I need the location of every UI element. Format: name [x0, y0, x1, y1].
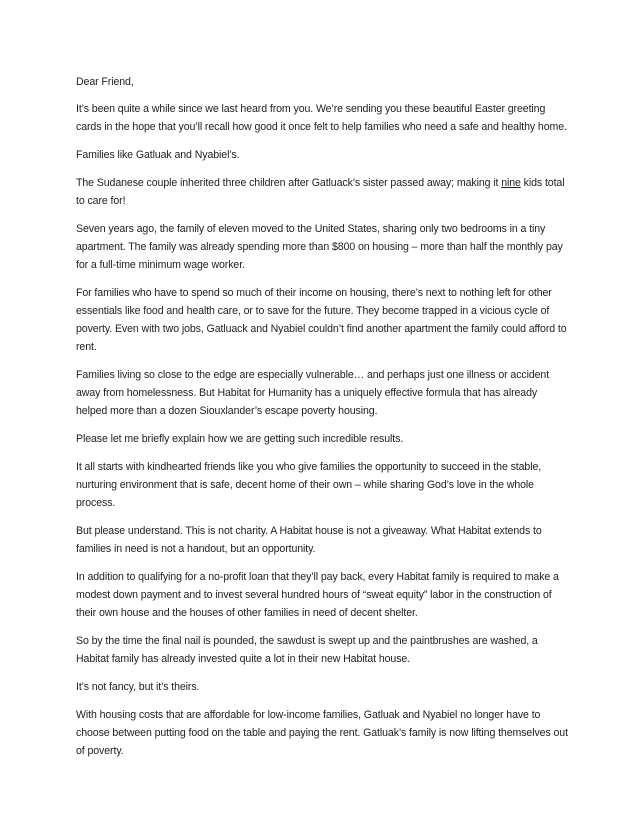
paragraph-1: It’s been quite a while since we last heard from you. We’re sending you these beautiful Easter greeting cards in the hope that you’ll recall how good it once felt to help families who need a safe and healthy home. [76, 103, 567, 133]
paragraph-6: Families living so close to the edge are especially vulnerable… and perhaps just one illness or accident away from homelessness. But Habitat for Humanity has a uniquely effective formula that has already helped more than a dozen Siouxlander’s escape poverty housing. [76, 369, 550, 417]
paragraph-3-start: The Sudanese couple inherited three children after Gatluack’s sister passed away; making it [76, 177, 502, 189]
paragraph-2: Families like Gatluak and Nyabiel’s. [76, 149, 240, 161]
paragraph-4: Seven years ago, the family of eleven moved to the United States, sharing only two bedrooms in a tiny apartment. The family was already spending more than $800 on housing – more than half the monthly pay for a full-time minimum wage worker. [76, 223, 563, 271]
paragraph-12: It’s not fancy, but it’s theirs. [76, 681, 200, 693]
paragraph-3 [76, 174, 570, 210]
paragraph-5: For families who have to spend so much of their income on housing, there’s next to nothing left for other essentials like food and health care, or to save for the future. They become trapped in a vicious cycle of poverty. Even with two jobs, Gatluack and Nyabiel couldn’t find another apartment the family could afford to rent. [76, 287, 567, 353]
paragraph-9: But please understand. This is not charity. A Habitat house is not a giveaway. What Habitat extends to families in need is not a handout, but an opportunity. [76, 525, 542, 555]
paragraph-7: Please let me briefly explain how we are getting such incredible results. [76, 433, 404, 445]
paragraph-3-end: kids total to care for! [76, 177, 565, 207]
salutation: Dear Friend, [76, 76, 134, 88]
paragraph-8: It all starts with kindhearted friends like you who give families the opportunity to succeed in the stable, nurturing environment that is safe, decent home of their own – while sharing God’s love in the whole process. [76, 461, 542, 509]
letter-body [76, 73, 570, 770]
paragraph-10: In addition to qualifying for a no-profit loan that they’ll pay back, every Habitat family is required to make a modest down payment and to invest several hundred hours of “sweat equity” labor in the construction of their own house and the houses of other families in need of decent shelter. [76, 571, 559, 619]
paragraph-13: With housing costs that are affordable for low-income families, Gatluak and Nyabiel no longer have to choose between putting food on the table and paying the rent. Gatluak’s family is now lifting themselves out of poverty. [76, 709, 568, 757]
emphasized-word-nine: nine [501, 177, 521, 189]
paragraph-11: So by the time the final nail is pounded, the sawdust is swept up and the paintbrushes are washed, a Habitat family has already invested quite a lot in their new Habitat house. [76, 635, 538, 665]
